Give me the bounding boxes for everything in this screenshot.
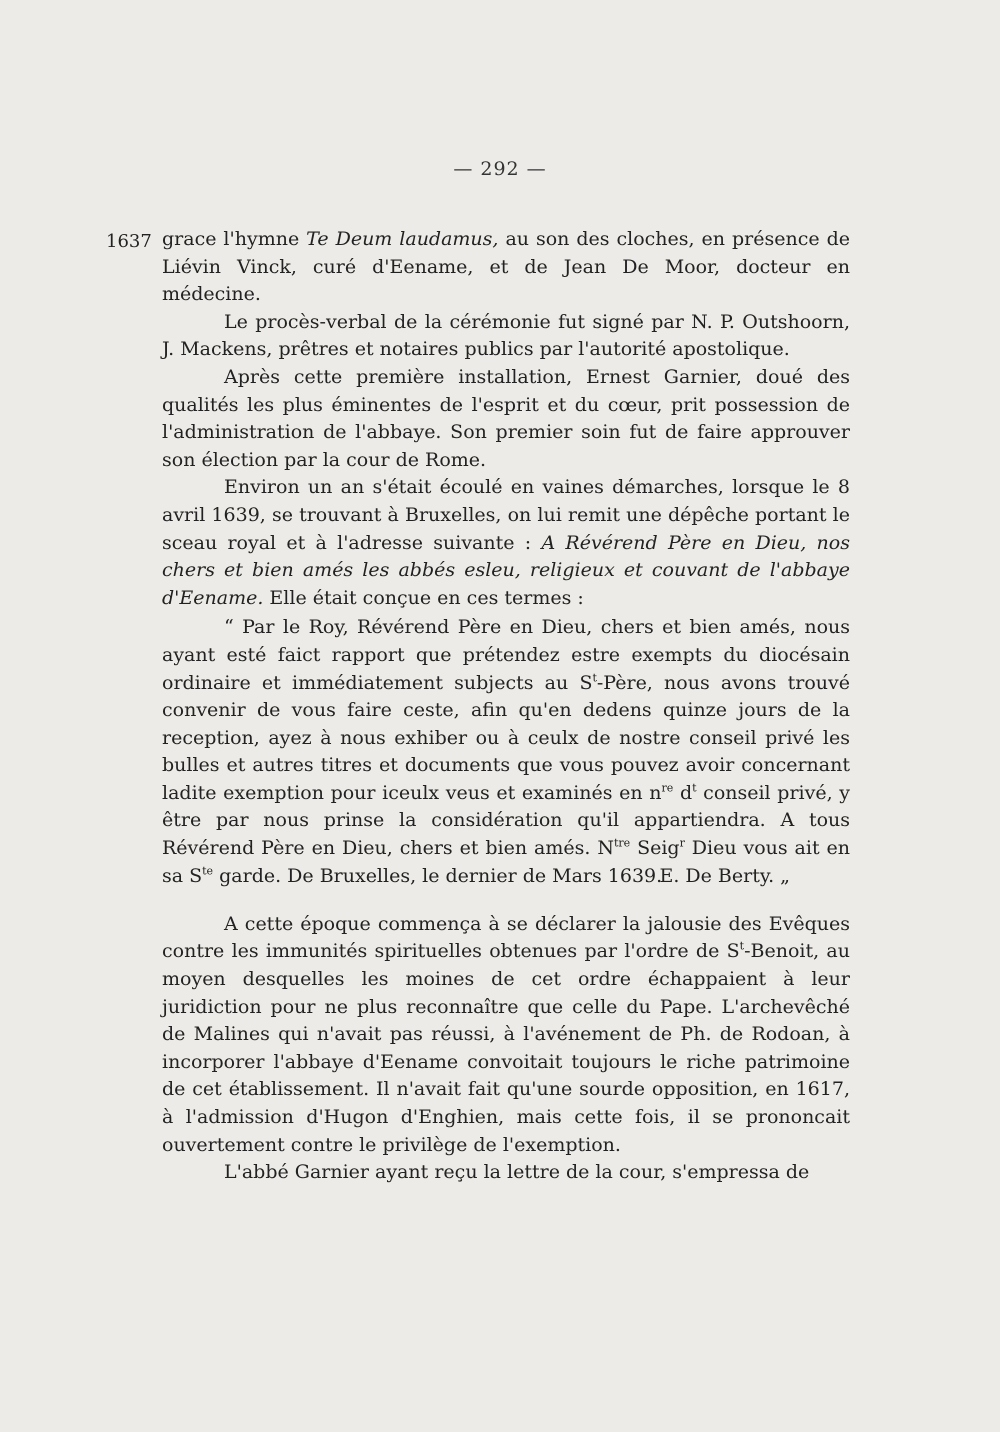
paragraph-5: [162, 911, 850, 1159]
letter-text: Dieu vous ait en sa S: [162, 837, 850, 887]
paragraph-4-italic: A Révérend Père en Dieu, nos chers et bien amés les abbés esleu, religieux et couvant de l'abbaye d'Eename.: [162, 531, 850, 609]
paragraph-4-text: Environ un an s'était écoulé en vaines démarches, lorsque le 8 avril 1639, se trouvant à Bruxelles, on lui remit une dépêche portant le sceau royal et à l'adresse suivante :: [162, 476, 850, 554]
body-text: [162, 226, 850, 1187]
paragraph-1-text-end: au son des cloches, en présence de Liévin Vinck, curé d'Eename, et de Jean De Moor, docteur en médecine.: [162, 228, 850, 306]
paragraph-1: [162, 226, 850, 309]
paragraph-4: [162, 474, 850, 612]
letter-superscript: t: [592, 671, 597, 685]
letter-superscript: te: [202, 864, 214, 878]
letter-superscript: t: [692, 781, 697, 795]
letter-text: “ Par le Roy, Révérend Père en Dieu, chers et bien amés, nous ayant esté faict rapport que prétendez estre exempts du diocésain ordinaire et immédiatement subjects au S: [162, 616, 850, 694]
royal-letter: [162, 614, 850, 890]
margin-year: 1637: [106, 231, 152, 252]
letter-superscript: tre: [613, 836, 631, 850]
letter-text: conseil privé, y être par nous prinse la considération qu'il appartiendra. A tous Révérend Père en Dieu, chers et bien amés. N: [162, 781, 850, 860]
paragraph-4-text-end: Elle était conçue en ces termes :: [263, 586, 584, 609]
paragraph-5-superscript: t: [739, 940, 745, 954]
page-number: — 292 —: [453, 158, 547, 180]
letter-text: garde. De Bruxelles, le dernier de Mars 1639.: [213, 864, 663, 887]
letter-text: -Père, nous avons trouvé convenir de vous faire ceste, afin qu'en dedens quinze jours de la reception, ayez à nous exhiber ou à ceulx de nostre conseil privé les bulles et autres titres et documents que vous pouvez avoir concernant ladite exemption pour iceulx veus et examinés en n: [162, 671, 850, 804]
letter-superscript: re: [661, 781, 674, 795]
paragraph-5-text-end: -Benoit, au moyen desquelles les moines de cet ordre échappaient à leur juridiction pour ne plus reconnaître que celle du Pape. L'archevêché de Malines qui n'avait pas réussi, à l'avénement de Ph. de Rodoan, à incorporer l'abbaye d'Eename convoitait toujours le riche patrimoine de cet établissement. Il n'avait fait qu'une sourde opposition, en 1617, à l'admission d'Hugon d'Enghien, mais cette fois, il se prononcait ouvertement contre le privilège de l'exemption.: [162, 940, 850, 1156]
paragraph-1-text: grace l'hymne: [162, 228, 307, 250]
paragraph-6: L'abbé Garnier ayant reçu la lettre de la cour, s'empressa de: [224, 1161, 810, 1184]
letter-text: Seig: [630, 837, 680, 860]
letter-superscript: r: [679, 836, 685, 850]
letter-text: d: [673, 781, 693, 804]
paragraph-3: Après cette première installation, Ernest Garnier, doué des qualités les plus éminentes de l'esprit et du cœur, prit possession de l'administration de l'abbaye. Son premier soin fut de faire approuver son élection par la cour de Rome.: [162, 365, 850, 471]
paragraph-1-italic: Te Deum laudamus,: [306, 228, 499, 250]
paragraph-5-text: A cette époque commença à se déclarer la jalousie des Evêques contre les immunités spirituelles obtenues par l'ordre de S: [162, 912, 850, 963]
paragraph-2: Le procès-verbal de la cérémonie fut signé par N. P. Outshoorn, J. Mackens, prêtres et notaires publics par l'autorité apostolique.: [162, 310, 850, 361]
letter-signature: E. De Berty. „: [659, 865, 790, 888]
